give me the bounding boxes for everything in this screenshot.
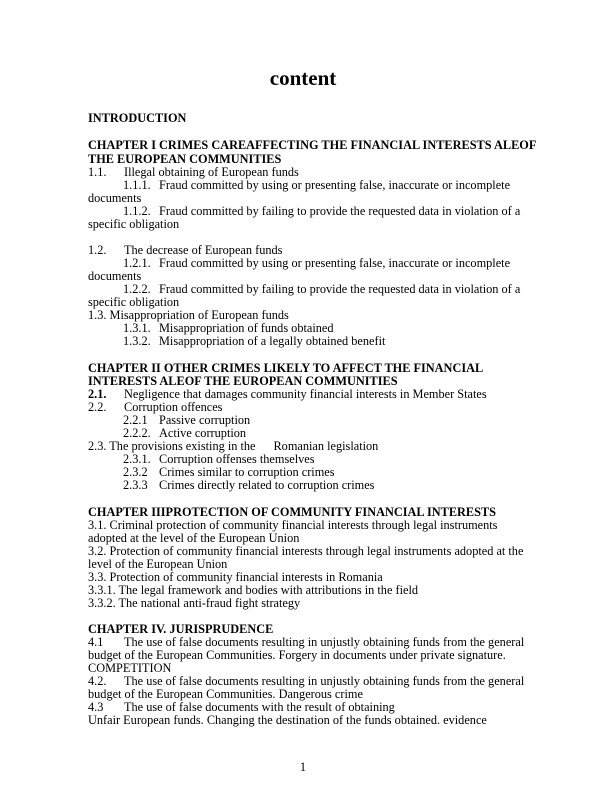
toc-entry-4-2 xyxy=(88,674,528,688)
toc-entry-text: Corruption offenses themselves xyxy=(159,452,315,466)
toc-entry-text: Misappropriation of funds obtained xyxy=(159,321,334,335)
toc-entry-text: Passive corruption xyxy=(159,413,251,427)
toc-entry-4-2-continued: budget of the European Communities. Dangerous crime xyxy=(88,687,363,701)
toc-entry-1-1-1 xyxy=(123,178,563,192)
toc-entry-text: The use of false documents with the result of obtaining xyxy=(124,700,395,714)
toc-entry-4-3-continued: Unfair European funds. Changing the destination of the funds obtained. evidence xyxy=(88,713,487,727)
toc-entry-1-2-1 xyxy=(123,256,563,270)
toc-entry-number: 1.2.2. xyxy=(123,282,151,296)
toc-entry-number: 4.2. xyxy=(88,674,107,688)
toc-entry-2-3-2 xyxy=(123,465,563,479)
toc-entry-1-1-2-continued: specific obligation xyxy=(88,217,180,231)
toc-entry-1-2-2-continued: specific obligation xyxy=(88,295,180,309)
toc-entry-4-1-continued-2: COMPETITION xyxy=(88,661,172,675)
toc-entry-text: Fraud committed by using or presenting false, inaccurate or incomplete xyxy=(159,178,511,192)
toc-entry-4-3 xyxy=(88,700,528,714)
toc-entry-3-3-1: 3.3.1. The legal framework and bodies with attributions in the field xyxy=(88,583,419,597)
page-title: content xyxy=(269,66,337,90)
toc-entry-text: The decrease of European funds xyxy=(124,243,283,257)
toc-entry-number: 1.3.1. xyxy=(123,321,151,335)
toc-entry-3-3-2: 3.3.2. The national anti-fraud fight strategy xyxy=(88,596,301,610)
toc-entry-1-2-2 xyxy=(123,282,563,296)
toc-entry-4-1 xyxy=(88,635,528,649)
toc-entry-2-3-1 xyxy=(123,452,563,466)
toc-entry-number: 1.1.2. xyxy=(123,204,151,218)
toc-entry-1-1-1-continued: documents xyxy=(88,191,142,205)
toc-entry-1-1 xyxy=(88,165,528,179)
toc-entry-2-2-2 xyxy=(123,426,563,440)
toc-chapter-1-heading-line-2: THE EUROPEAN COMMUNITIES xyxy=(88,152,282,166)
toc-chapter-2-heading-line-2: INTERESTS ALEOF THE EUROPEAN COMMUNITIES xyxy=(88,374,398,388)
toc-entry-number: 2.2.1 xyxy=(123,413,148,427)
toc-entry-text: Fraud committed by using or presenting false, inaccurate or incomplete xyxy=(159,256,511,270)
toc-chapter-2-heading-line-1: CHAPTER II OTHER CRIMES LIKELY TO AFFECT THE FINANCIAL xyxy=(88,361,484,375)
toc-entry-number: 2.3.1. xyxy=(123,452,151,466)
toc-entry-number: 2.1. xyxy=(88,387,107,401)
toc-entry-text: The use of false documents resulting in unjustly obtaining funds from the general xyxy=(124,635,525,649)
toc-entry-1-2 xyxy=(88,243,528,257)
toc-entry-1-3-2 xyxy=(123,334,563,348)
toc-entry-number: 1.3.2. xyxy=(123,334,151,348)
toc-entry-3-1: 3.1. Criminal protection of community financial interests through legal instruments xyxy=(88,518,498,532)
toc-chapter-1-heading-line-1: CHAPTER I CRIMES CAREAFFECTING THE FINANCIAL INTERESTS ALEOF xyxy=(88,138,537,152)
toc-entry-2-2 xyxy=(88,400,528,414)
toc-entry-2-1 xyxy=(88,387,528,401)
toc-entry-number: 4.3 xyxy=(88,700,104,714)
toc-entry-text: The use of false documents resulting in unjustly obtaining funds from the general xyxy=(124,674,525,688)
toc-entry-text: Fraud committed by failing to provide the requested data in violation of a xyxy=(159,282,521,296)
toc-entry-text: Crimes similar to corruption crimes xyxy=(159,465,335,479)
toc-entry-number: 2.3.3 xyxy=(123,478,148,492)
toc-entry-2-2-1 xyxy=(123,413,563,427)
toc-entry-text: Corruption offences xyxy=(124,400,223,414)
toc-entry-text: Fraud committed by failing to provide the requested data in violation of a xyxy=(159,204,521,218)
toc-entry-number: 1.2. xyxy=(88,243,107,257)
toc-chapter-4-heading: CHAPTER IV. JURISPRUDENCE xyxy=(88,622,274,636)
toc-entry-text: Active corruption xyxy=(159,426,247,440)
toc-entry-text: Illegal obtaining of European funds xyxy=(124,165,299,179)
toc-entry-3-3: 3.3. Protection of community financial interests in Romania xyxy=(88,570,383,584)
toc-entry-text: Misappropriation of a legally obtained benefit xyxy=(159,334,386,348)
toc-entry-2-3-3 xyxy=(123,478,563,492)
toc-entry-number: 1.1. xyxy=(88,165,107,179)
toc-entry-text-continued: Romanian legislation xyxy=(273,439,379,453)
toc-entry-3-2: 3.2. Protection of community financial interests through legal instruments adopted at the xyxy=(88,544,524,558)
toc-entry-1-3: 1.3. Misappropriation of European funds xyxy=(88,308,289,322)
toc-entry-text: Negligence that damages community financial interests in Member States xyxy=(124,387,487,401)
toc-entry-text: 2.3. The provisions existing in the xyxy=(88,439,256,453)
page-number: 1 xyxy=(299,760,307,774)
toc-entry-1-2-1-continued: documents xyxy=(88,269,142,283)
toc-entry-text: Crimes directly related to corruption crimes xyxy=(159,478,375,492)
toc-entry-number: 1.1.1. xyxy=(123,178,151,192)
toc-entry-3-1-continued: adopted at the level of the European Union xyxy=(88,531,300,545)
toc-introduction: INTRODUCTION xyxy=(88,111,187,125)
toc-entry-3-2-continued: level of the European Union xyxy=(88,557,228,571)
toc-entry-1-1-2 xyxy=(123,204,563,218)
toc-entry-number: 4.1 xyxy=(88,635,104,649)
toc-entry-1-3-1 xyxy=(123,321,563,335)
toc-entry-number: 2.3.2 xyxy=(123,465,148,479)
toc-chapter-3-heading: CHAPTER IIIPROTECTION OF COMMUNITY FINANCIAL INTERESTS xyxy=(88,505,497,519)
toc-entry-number: 1.2.1. xyxy=(123,256,151,270)
toc-entry-number: 2.2.2. xyxy=(123,426,151,440)
toc-entry-number: 2.2. xyxy=(88,400,107,414)
toc-entry-2-3 xyxy=(88,439,528,453)
toc-entry-4-1-continued: budget of the European Communities. Forgery in documents under private signature. xyxy=(88,648,506,662)
